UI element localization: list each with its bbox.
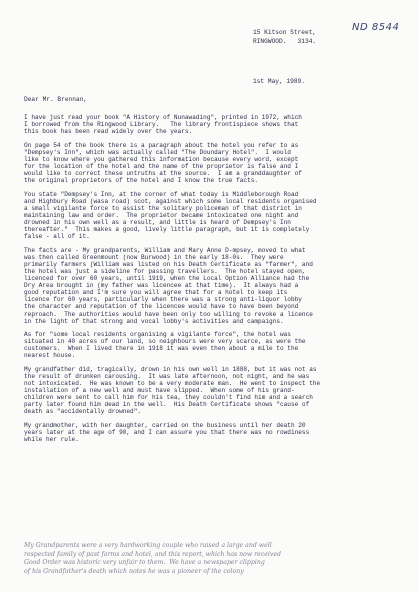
faded-line-3: Good Order was historic very unfair to them. We have a newspaper clipping [24, 559, 265, 567]
paragraph-7: My grandmother, with her daughter, carried on the business until her death 20 years later at the age of 90, and I can assure you that there was no rowdiness while her rule. [24, 421, 310, 444]
faded-line-1: My Grandparents were a very hardworking couple who raised a large and well [24, 542, 272, 549]
paragraph-3: You state "Dempsey's Inn, at the corner of what today is Middleborough Road and Highbury Road (wasa road) scot, against which some local residents organised a small vigilante force to assist the solitary policeman of that district in maintaining law and order. The proprietor became intoxicated one night and drowned in his own well as a result, and little is heard of Dempsey's Inn thereafter." This makes a good, lively little paragraph, but it is completely false - all of it. [24, 190, 317, 241]
paragraph-5: As for "some local residents organising a vigilante force", the hotel was situated in 40 acres of our land, so neighbours were very scarce, as were the customers. When I lived there in 1918 it was even then about a mile to the nearest house. [24, 331, 306, 360]
address-line-2: RINGWOOD. 3134. [253, 38, 317, 45]
handwritten-reference-number: ND 8544 [352, 22, 400, 33]
paragraph-2: On page 54 of the book there is a paragraph about the hotel you refer to as "Dempsey's Inn", which was actually called "The Doundary Hotel". I would like to know where you gathered this information because every word, except for the location of the hotel and the name of the proprietor is false and I would like to correct these untruths at the source. I am a granddaughter of the original proprietors of the hotel and I know the true facts. [24, 141, 302, 185]
paragraph-1: I have just read your book "A History of Nunawading", printed in 1972, which I borrowed from the Ringwood Library. The library frontispiece shows that this book has been read widely over the years. [24, 114, 302, 136]
faded-line-4: of his Grandfather's death which notes he was a pioneer of the colony [24, 567, 244, 575]
paragraph-4: The facts are - My grandparents, William and Mary Anne D-mpsey, moved to what was then called Greenmount (now Burwood) in the early 18-0s. They were primarily farmers (William was listed on his Death Certificate as "farmer", and the hotel was just a sideline for passing travellers. The hotel stayed open, licenced for over 60 years, until 1919, when the Local Option Alliance had the Dry Area brought in (my father was licencee at that time). It always had a good reputation and I'm sure you will agree that for a hotel to keep its licence for 60 years, particularly when there was a strong anti-liquor lobby the character and reputation of the licencee would have to have been beyond reproach. The authorities would have been only too willing to revoke a licence in the light of that strong and vocal lobby's activities and campaigns. [24, 246, 313, 325]
salutation: Dear Mr. Brennan, [24, 96, 88, 103]
faded-line-2: respected family of past farms and hotel, and this report, which has now received [24, 550, 281, 558]
address-line-1: 15 Kitson Street, [253, 29, 317, 36]
faded-handwritten-continuation [24, 542, 402, 576]
sender-address [253, 28, 316, 46]
paragraph-6: My grandfather did, tragically, drown in his own well in 1888, but it was not as the result of drunken carousing. It was late afternoon, not night, and he was not intoxicated. He was known to be a very moderate man. He went to inspect the installation of a new well and must have slipped. When some of his grand- children were sent to call him for his tea, they couldn't find him and a search party later found him dead in the well. His Death Certificate shows "cause of death as "accidentally drowned". [24, 365, 321, 416]
letter-body [24, 114, 402, 450]
letter-date: 1st May, 1989. [253, 78, 305, 85]
